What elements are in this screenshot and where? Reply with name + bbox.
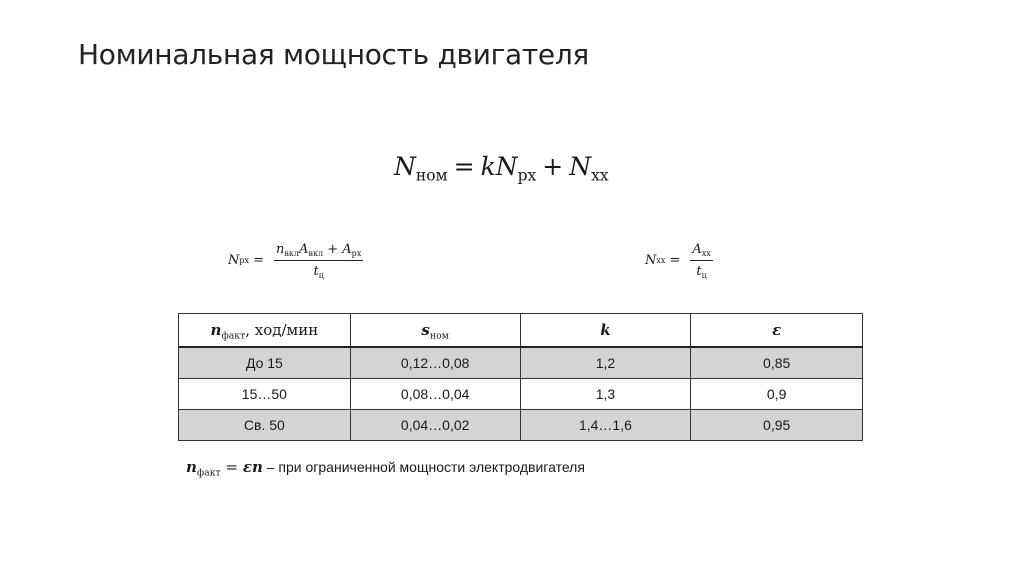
symbol-n: N — [569, 152, 592, 181]
note-text: – при ограниченной мощности электродвигателя — [262, 459, 585, 475]
table-header-row — [179, 314, 863, 348]
subscript-ts: ц — [318, 270, 324, 280]
equals-sign: = — [453, 152, 475, 181]
fraction — [274, 242, 363, 279]
subscript-ts: ц — [701, 270, 707, 280]
header-epsilon: ε — [691, 314, 863, 348]
formula-n-rx: N рх = $\frac{n_{вкл}A_{вкл} + A_{рх}}{t_ц}$ — [228, 242, 362, 280]
table-cell: Св. 50 — [179, 410, 351, 441]
fraction — [690, 242, 712, 279]
symbol-n-lower: n — [275, 242, 285, 257]
plus-sign: + — [542, 152, 564, 181]
symbol-k: k — [480, 152, 496, 181]
symbol-n: N — [394, 152, 416, 181]
subscript-xx: хх — [701, 248, 711, 258]
subscript-rx: рх — [351, 248, 362, 258]
subscript-nom: ном — [415, 166, 448, 185]
equals-sign: = — [253, 253, 264, 268]
table-cell: 1,2 — [520, 347, 691, 379]
table-cell: 0,12…0,08 — [350, 347, 520, 379]
denominator — [696, 261, 706, 279]
table-cell: 0,85 — [691, 347, 863, 379]
numerator — [690, 242, 712, 261]
slide-title: Номинальная мощность двигателя — [78, 38, 589, 71]
denominator — [313, 261, 323, 279]
table-cell: 0,95 — [691, 410, 863, 441]
symbol-t: t — [313, 264, 319, 279]
table-row — [179, 347, 863, 379]
formula-n-xx: N хх = $\frac{A_{хх}}{t_ц}$ — [645, 242, 711, 280]
subscript-vkl: вкл — [284, 248, 300, 258]
table-cell: 1,3 — [520, 379, 691, 410]
table-cell: 0,08…0,04 — [350, 379, 520, 410]
table-cell: 0,9 — [691, 379, 863, 410]
symbol-a: A — [342, 242, 352, 257]
equals-sign: = — [669, 253, 681, 268]
symbol-a: A — [692, 242, 702, 257]
symbol-n: N — [645, 253, 657, 268]
coefficients-table — [178, 313, 863, 441]
table-cell: 15…50 — [179, 379, 351, 410]
subscript-rx: рх — [517, 166, 537, 185]
symbol-n: N — [228, 253, 240, 268]
symbol-n: N — [495, 152, 518, 181]
table-row — [179, 410, 863, 441]
table-cell: До 15 — [179, 347, 351, 379]
table-cell: 0,04…0,02 — [350, 410, 520, 441]
table-cell: 1,4…1,6 — [520, 410, 691, 441]
plus-sign: + — [327, 242, 339, 257]
symbol-a: A — [299, 242, 309, 257]
header-k: k — [520, 314, 691, 348]
note-line — [186, 458, 585, 479]
subscript-xx: хх — [591, 166, 609, 185]
header-n-fact: $n_{факт}$, ход/мин — [179, 314, 351, 348]
main-formula — [394, 152, 609, 185]
header-s-nom: $s_{ном}$ — [350, 314, 520, 348]
note-formula: $n_{факт} = \varepsilon n$ — [186, 458, 263, 479]
table-row — [179, 379, 863, 410]
numerator — [274, 242, 363, 261]
subscript-vkl: вкл — [308, 248, 324, 258]
symbol-t: t — [696, 264, 702, 279]
